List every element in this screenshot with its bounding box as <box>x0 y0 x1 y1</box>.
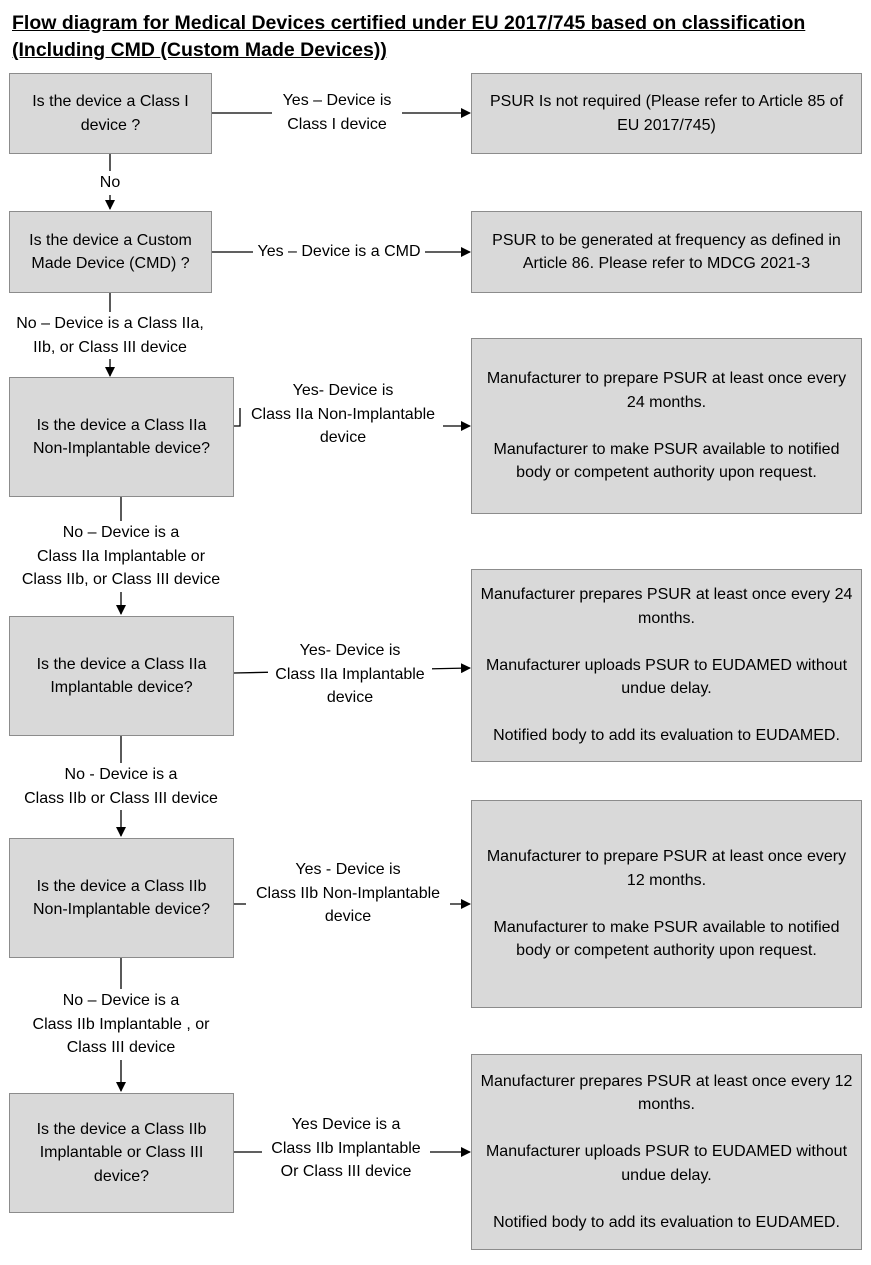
yes-label-cmd: Yes – Device is a CMD <box>253 240 425 264</box>
no-label-class-iib-non-implantable: No – Device is a Class IIb Implantable , or Class III device <box>16 989 226 1060</box>
question-box-class-iia-implantable <box>9 616 234 736</box>
question-text: Non-Implantable device? <box>33 440 210 457</box>
question-text: Is the device a Class IIa <box>36 416 207 434</box>
question-box-class-i <box>9 73 212 154</box>
outcome-text: Manufacturer uploads PSUR to EUDAMED without undue delay. <box>485 656 848 698</box>
outcome-box-class-iib-implantable-or-iii <box>471 1054 862 1250</box>
yes-arrow-3 <box>234 408 240 426</box>
no-label-class-iia-non-implantable: No – Device is a Class IIa Implantable or Class IIb, or Class III device <box>12 521 230 592</box>
outcome-text: Manufacturer uploads PSUR to EUDAMED without undue delay. <box>485 1143 848 1184</box>
question-text: Is the device a Class IIb <box>36 1120 207 1138</box>
outcome-text: Notified body to add its evaluation to EUDAMED. <box>493 1213 840 1231</box>
yes-label-class-iia-non-implantable: Yes- Device is Class IIa Non-Implantable device <box>243 379 443 450</box>
question-text: device ? <box>80 116 141 134</box>
outcome-text: Manufacturer to prepare PSUR at least once every 24 months. <box>486 370 847 411</box>
outcome-box-cmd <box>471 211 862 293</box>
outcome-box-class-iia-implantable <box>471 569 862 762</box>
outcome-text: Manufacturer to prepare PSUR at least once every 12 months. <box>486 848 847 889</box>
question-text: Non-Implantable device? <box>33 901 210 918</box>
outcome-text: Notified body to add its evaluation to EUDAMED. <box>493 727 840 745</box>
question-box-class-iib-implantable-or-iii <box>9 1093 234 1213</box>
question-text: Is the device a Custom <box>29 231 192 249</box>
question-box-cmd <box>9 211 212 293</box>
outcome-text: PSUR Is not required (Please refer to Article 85 of EU 2017/745) <box>489 93 844 134</box>
question-text: device? <box>93 1167 150 1185</box>
question-text: Implantable or Class III <box>39 1144 204 1162</box>
outcome-text: Manufacturer to make PSUR available to notified body or competent authority upon request. <box>493 918 840 960</box>
outcome-text: PSUR to be generated at frequency as defined in Article 86. Please refer to MDCG 2021-3 <box>492 231 841 272</box>
question-text: Is the device a Class I <box>32 93 189 110</box>
question-box-class-iia-non-implantable <box>9 377 234 497</box>
title-line-2: (Including CMD (Custom Made Devices)) <box>12 39 387 61</box>
question-box-class-iib-non-implantable <box>9 838 234 958</box>
outcome-text: Manufacturer prepares PSUR at least once every 12 months. <box>480 1072 853 1114</box>
question-text: Made Device (CMD) ? <box>31 255 190 272</box>
no-label-class-i: No <box>94 171 126 195</box>
outcome-box-class-iib-non-implantable <box>471 800 862 1008</box>
question-text: Implantable device? <box>50 679 193 696</box>
yes-label-class-iib-implantable-or-iii: Yes Device is a Class IIb Implantable Or Class III device <box>262 1113 430 1184</box>
yes-label-class-iia-implantable: Yes- Device is Class IIa Implantable device <box>268 639 432 710</box>
question-text: Is the device a Class IIa <box>36 655 207 673</box>
yes-label-class-iib-non-implantable: Yes - Device is Class IIb Non-Implantable device <box>246 858 450 929</box>
outcome-text: Manufacturer to make PSUR available to notified body or competent authority upon request. <box>493 440 840 482</box>
yes-label-class-i: Yes – Device is Class I device <box>272 89 402 136</box>
outcome-box-class-i <box>471 73 862 154</box>
question-text: Is the device a Class IIb <box>36 877 207 895</box>
no-label-cmd: No – Device is a Class IIa, IIb, or Class III device <box>6 312 214 359</box>
no-label-class-iia-implantable: No - Device is a Class IIb or Class III device <box>15 763 227 810</box>
title-line-1: Flow diagram for Medical Devices certified under EU 2017/745 based on classification <box>12 12 806 34</box>
outcome-text: Manufacturer prepares PSUR at least once every 24 months. <box>480 586 853 627</box>
outcome-box-class-iia-non-implantable <box>471 338 862 514</box>
